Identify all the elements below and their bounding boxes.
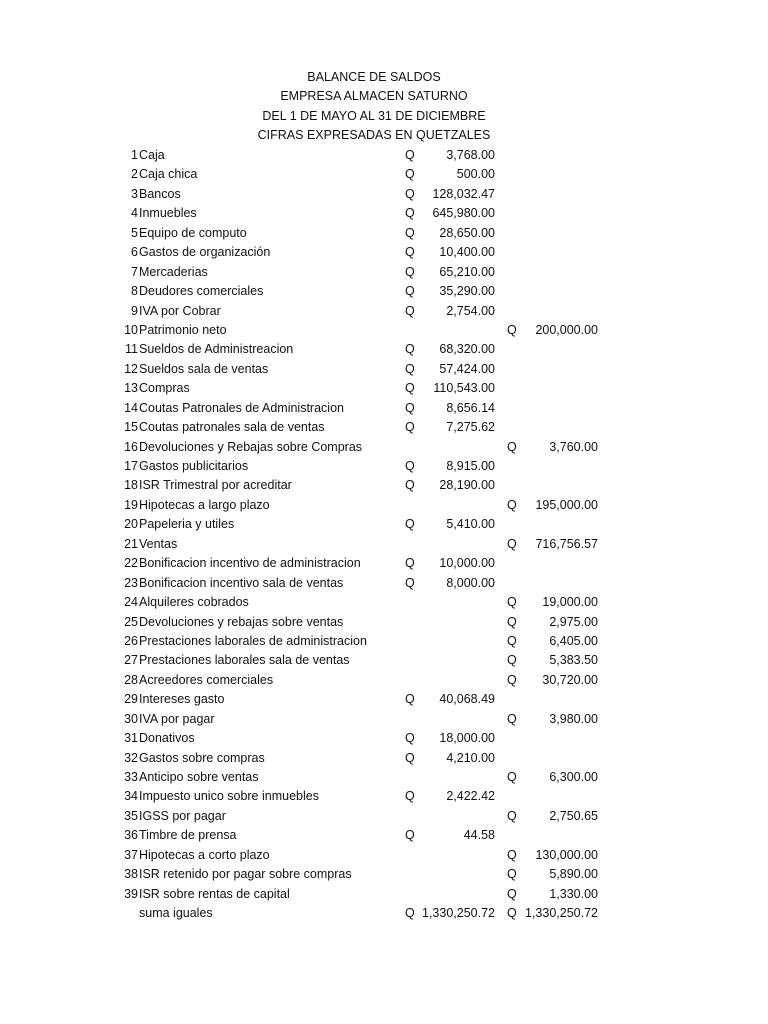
account-name: Devoluciones y rebajas sobre ventas [139, 614, 344, 629]
table-row [0, 671, 768, 690]
table-row [0, 865, 768, 884]
account-number: 9 [131, 303, 138, 318]
account-name: Coutas Patronales de Administracion [139, 400, 344, 415]
account-name: Prestaciones laborales sala de ventas [139, 653, 350, 668]
table-row [0, 496, 768, 515]
total-label: suma iguales [139, 906, 213, 921]
debit-currency: Q [405, 381, 415, 396]
table-row [0, 632, 768, 651]
account-number: 29 [124, 692, 138, 707]
account-number: 12 [124, 361, 138, 376]
account-name: Gastos sobre compras [139, 750, 265, 765]
account-name: Hipotecas a corto plazo [139, 847, 270, 862]
debit-amount: 2,422.42 [446, 789, 495, 804]
total-row [0, 904, 768, 923]
account-number: 34 [124, 789, 138, 804]
account-name: Caja chica [139, 167, 198, 182]
table-row [0, 418, 768, 437]
account-name: Equipo de computo [139, 225, 247, 240]
debit-currency: Q [405, 303, 415, 318]
table-row [0, 224, 768, 243]
table-row [0, 690, 768, 709]
account-number: 30 [124, 711, 138, 726]
account-name: Bancos [139, 186, 181, 201]
credit-amount: 195,000.00 [535, 497, 598, 512]
account-number: 28 [124, 672, 138, 687]
table-row [0, 438, 768, 457]
debit-amount: 68,320.00 [439, 342, 495, 357]
account-name: Inmuebles [139, 206, 197, 221]
account-name: Mercaderias [139, 264, 208, 279]
debit-amount: 4,210.00 [446, 750, 495, 765]
credit-currency: Q [507, 867, 517, 882]
account-name: Sueldos sala de ventas [139, 361, 269, 376]
debit-amount: 5,410.00 [446, 517, 495, 532]
table-row [0, 593, 768, 612]
table-row [0, 651, 768, 670]
credit-amount: 30,720.00 [542, 672, 598, 687]
credit-amount: 5,890.00 [549, 867, 598, 882]
debit-currency: Q [405, 225, 415, 240]
account-number: 19 [124, 497, 138, 512]
debit-amount: 57,424.00 [439, 361, 495, 376]
total-debit-amount: 1,330,250.72 [422, 906, 495, 921]
debit-amount: 7,275.62 [446, 420, 495, 435]
account-name: Donativos [139, 731, 195, 746]
account-number: 10 [124, 322, 138, 337]
account-name: Gastos de organización [139, 245, 271, 260]
debit-currency: Q [405, 750, 415, 765]
table-row [0, 787, 768, 806]
credit-currency: Q [507, 653, 517, 668]
debit-amount: 128,032.47 [432, 186, 495, 201]
credit-currency: Q [507, 847, 517, 862]
report-period: DEL 1 DE MAYO AL 31 DE DICIEMBRE [262, 108, 486, 123]
debit-currency: Q [405, 400, 415, 415]
account-number: 36 [124, 828, 138, 843]
credit-amount: 2,975.00 [549, 614, 598, 629]
account-name: Compras [139, 381, 190, 396]
table-row [0, 768, 768, 787]
company-name: EMPRESA ALMACEN SATURNO [280, 89, 468, 104]
debit-currency: Q [405, 264, 415, 279]
account-number: 8 [131, 284, 138, 299]
table-row [0, 846, 768, 865]
table-row [0, 613, 768, 632]
account-name: Timbre de prensa [139, 828, 237, 843]
total-credit-amount: 1,330,250.72 [525, 906, 598, 921]
account-number: 25 [124, 614, 138, 629]
account-name: Alquileres cobrados [139, 595, 249, 610]
account-name: Prestaciones laborales de administracion [139, 633, 367, 648]
table-row [0, 185, 768, 204]
debit-currency: Q [405, 206, 415, 221]
account-number: 38 [124, 867, 138, 882]
table-row [0, 321, 768, 340]
table-row [0, 204, 768, 223]
table-row [0, 826, 768, 845]
table-row [0, 749, 768, 768]
account-name: ISR Trimestral por acreditar [139, 478, 292, 493]
debit-currency: Q [405, 148, 415, 162]
debit-amount: 110,543.00 [433, 381, 495, 396]
table-row [0, 535, 768, 554]
total-debit-currency: Q [405, 906, 415, 921]
debit-currency: Q [405, 517, 415, 532]
account-name: IVA por pagar [139, 711, 215, 726]
account-number: 6 [131, 245, 138, 260]
credit-currency: Q [507, 672, 517, 687]
account-number: 3 [131, 186, 138, 201]
account-name: ISR retenido por pagar sobre compras [139, 867, 352, 882]
debit-amount: 500.00 [456, 167, 495, 182]
credit-amount: 200,000.00 [535, 322, 598, 337]
table-row [0, 263, 768, 282]
table-row [0, 340, 768, 359]
debit-amount: 8,000.00 [446, 575, 495, 590]
credit-currency: Q [507, 595, 517, 610]
debit-amount: 65,210.00 [439, 264, 495, 279]
table-row [0, 146, 768, 165]
credit-amount: 3,980.00 [549, 711, 598, 726]
credit-amount: 716,756.57 [535, 536, 598, 551]
debit-currency: Q [405, 361, 415, 376]
account-name: Papeleria y utiles [139, 517, 235, 532]
credit-currency: Q [507, 633, 517, 648]
account-number: 35 [124, 808, 138, 823]
credit-amount: 5,383.50 [549, 653, 598, 668]
debit-amount: 10,400.00 [439, 245, 495, 260]
report-title: BALANCE DE SALDOS [307, 70, 441, 84]
debit-currency: Q [405, 828, 415, 843]
debit-amount: 35,290.00 [439, 284, 495, 299]
account-name: Bonificacion incentivo de administracion [139, 556, 361, 571]
account-name: Caja [139, 148, 165, 162]
account-name: Coutas patronales sala de ventas [139, 420, 325, 435]
credit-currency: Q [507, 770, 517, 784]
debit-currency: Q [405, 420, 415, 435]
table-row [0, 243, 768, 262]
credit-amount: 130,000.00 [535, 847, 598, 862]
debit-amount: 8,656.14 [446, 400, 495, 415]
account-number: 23 [124, 575, 138, 590]
debit-amount: 645,980.00 [432, 206, 495, 221]
credit-currency: Q [507, 439, 517, 454]
account-name: Patrimonio neto [139, 322, 227, 337]
debit-amount: 10,000.00 [439, 556, 495, 571]
debit-currency: Q [405, 342, 415, 357]
account-number: 17 [124, 459, 138, 473]
credit-currency: Q [507, 711, 517, 726]
credit-currency: Q [507, 497, 517, 512]
table-row [0, 379, 768, 398]
table-row [0, 302, 768, 321]
debit-currency: Q [405, 186, 415, 201]
table-row [0, 165, 768, 184]
debit-currency: Q [405, 575, 415, 590]
debit-currency: Q [405, 167, 415, 182]
credit-amount: 19,000.00 [542, 595, 598, 610]
account-name: Sueldos de Administreacion [139, 342, 294, 357]
credit-amount: 6,405.00 [549, 633, 598, 648]
account-name: Ventas [139, 536, 178, 551]
account-number: 4 [131, 206, 138, 221]
credit-currency: Q [507, 614, 517, 629]
debit-amount: 28,650.00 [439, 225, 495, 240]
document-header [0, 68, 748, 146]
debit-amount: 2,754.00 [446, 303, 495, 318]
debit-amount: 44.58 [463, 828, 495, 843]
debit-currency: Q [405, 245, 415, 260]
table-row [0, 554, 768, 573]
currency-note: CIFRAS EXPRESADAS EN QUETZALES [257, 128, 491, 143]
account-number: 33 [124, 770, 138, 784]
debit-currency: Q [405, 731, 415, 746]
account-number: 21 [124, 536, 138, 551]
debit-currency: Q [405, 789, 415, 804]
account-number: 1 [131, 148, 138, 162]
account-name: ISR sobre rentas de capital [139, 886, 290, 901]
account-name: Acreedores comerciales [139, 672, 274, 687]
debit-currency: Q [405, 478, 415, 493]
balance-table [0, 146, 768, 924]
account-name: Anticipo sobre ventas [139, 770, 259, 784]
account-number: 27 [124, 653, 138, 668]
account-name: Deudores comerciales [139, 284, 264, 299]
table-row [0, 476, 768, 495]
table-row [0, 457, 768, 476]
table-row [0, 885, 768, 904]
table-row [0, 710, 768, 729]
account-name: Impuesto unico sobre inmuebles [139, 789, 319, 804]
debit-amount: 3,768.00 [446, 148, 495, 162]
credit-amount: 3,760.00 [549, 439, 598, 454]
account-name: Intereses gasto [139, 692, 225, 707]
account-number: 18 [124, 478, 138, 493]
account-number: 13 [124, 381, 138, 396]
account-number: 31 [124, 731, 138, 746]
account-number: 7 [131, 264, 138, 279]
debit-amount: 8,915.00 [446, 459, 495, 473]
debit-currency: Q [405, 556, 415, 571]
table-row [0, 282, 768, 301]
credit-amount: 2,750.65 [549, 808, 598, 823]
account-number: 15 [124, 420, 138, 435]
table-row [0, 807, 768, 826]
table-row [0, 399, 768, 418]
account-name: Hipotecas a largo plazo [139, 497, 270, 512]
account-number: 20 [124, 517, 138, 532]
credit-amount: 1,330.00 [549, 886, 598, 901]
account-name: IGSS por pagar [139, 808, 226, 823]
account-number: 22 [124, 556, 138, 571]
account-number: 32 [124, 750, 138, 765]
account-name: Gastos publicitarios [139, 459, 249, 473]
debit-amount: 40,068.49 [439, 692, 495, 707]
table-row [0, 574, 768, 593]
account-number: 16 [124, 439, 138, 454]
debit-currency: Q [405, 284, 415, 299]
table-row [0, 515, 768, 534]
account-number: 11 [125, 342, 138, 357]
table-row [0, 729, 768, 748]
credit-currency: Q [507, 536, 517, 551]
account-number: 14 [124, 400, 138, 415]
account-number: 2 [131, 167, 138, 182]
account-name: Bonificacion incentivo sala de ventas [139, 575, 344, 590]
credit-currency: Q [507, 886, 517, 901]
table-row [0, 360, 768, 379]
total-credit-currency: Q [507, 906, 517, 921]
account-number: 37 [124, 847, 138, 862]
credit-currency: Q [507, 322, 517, 337]
debit-currency: Q [405, 692, 415, 707]
account-name: Devoluciones y Rebajas sobre Compras [139, 439, 363, 454]
credit-amount: 6,300.00 [549, 770, 598, 784]
credit-currency: Q [507, 808, 517, 823]
account-number: 26 [124, 633, 138, 648]
account-number: 24 [124, 595, 138, 610]
account-number: 5 [131, 225, 138, 240]
debit-amount: 18,000.00 [439, 731, 495, 746]
debit-amount: 28,190.00 [439, 478, 495, 493]
account-number: 39 [124, 886, 138, 901]
account-name: IVA por Cobrar [139, 303, 221, 318]
debit-currency: Q [405, 459, 415, 473]
